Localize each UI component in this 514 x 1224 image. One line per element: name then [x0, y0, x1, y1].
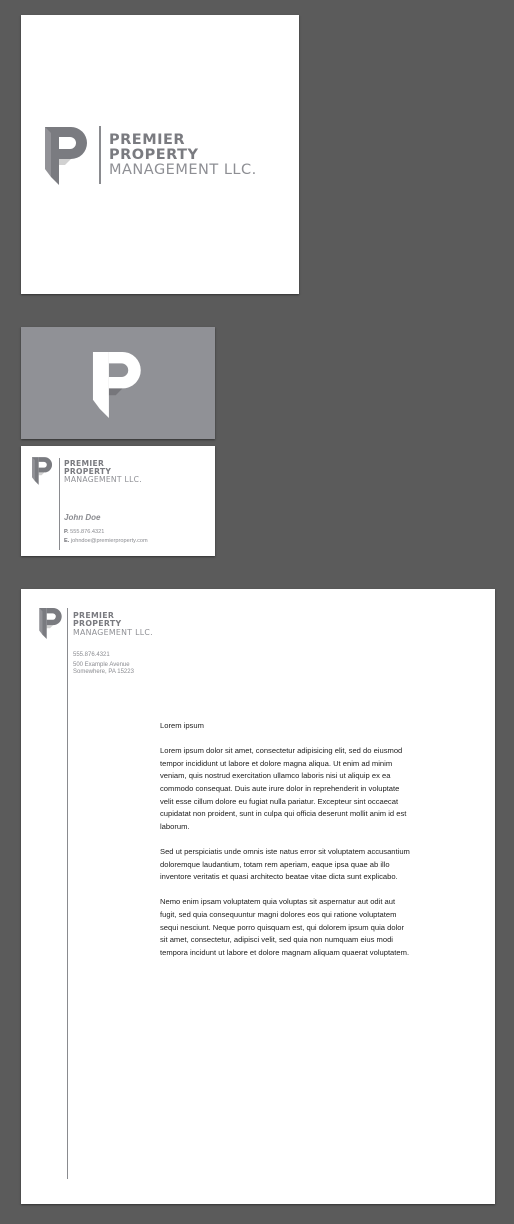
letter-paragraph-1: Lorem ipsum dolor sit amet, consectetur adipisicing elit, sed do eiusmod tempor incididunt ut labore et dolore magna aliqua. Ut enim ad minim veniam, quis nostrud exercitation ullamco laboris nisi ut aliquip ex ea commodo consequat. Duis aute irure dolor in reprehenderit in voluptate velit esse cillum dolore eu fugiat nulla pariatur. Excepteur sint occaecat cupidatat non proident, sunt in culpa qui officia deserunt mollit anim id est laborum. — [160, 746, 407, 831]
letter-paragraph-2: Sed ut perspiciatis unde omnis iste natus error sit voluptatem accusantium doloremque laudantium, totam rem aperiam, eaque ipsa quae ab illo inventore veritatis et quasi architecto beatae vitae dicta sunt explicabo. — [160, 846, 410, 882]
brand-line-3: MANAGEMENT LLC. — [73, 627, 153, 637]
business-card-front — [21, 327, 215, 439]
brand-line-2: PROPERTY — [109, 147, 199, 163]
p-monogram-icon — [45, 127, 89, 185]
card-email-label: E. — [64, 538, 70, 544]
brand-line-1: PREMIER — [109, 132, 186, 148]
letter-paragraph-3: Nemo enim ipsam voluptatem quia voluptas sit aspernatur aut odit aut fugit, sed quia consequuntur magni dolores eos qui ratione voluptatem sequi nesciunt. Neque porro quisquam est, qui dolorem ipsum quia dolor sit amet, consectetur, adipisci velit, sed quia non numquam eius modi tempora incidunt ut labore et dolore magnam aliquam quaerat voluptatem. — [160, 897, 410, 957]
brand-wordmark — [64, 460, 142, 484]
card-phone-value: 555.876.4321 — [70, 529, 105, 535]
p-monogram-icon — [92, 352, 144, 418]
card-divider — [59, 458, 60, 550]
brand-line-2: PROPERTY — [64, 467, 112, 476]
letterhead-divider — [67, 608, 68, 1179]
letterhead-address-line1: 500 Example Avenue — [73, 662, 130, 668]
card-phone — [64, 529, 104, 535]
business-card-back — [21, 446, 215, 556]
card-phone-label: P. — [64, 529, 69, 535]
letterhead-sheet — [21, 589, 495, 1204]
brand-wordmark — [109, 133, 257, 178]
brand-line-1: PREMIER — [64, 459, 105, 468]
brand-line-3: MANAGEMENT LLC. — [109, 162, 257, 178]
logo-sheet — [21, 15, 299, 294]
card-email — [64, 538, 148, 544]
brand-wordmark — [73, 612, 153, 637]
logo-divider — [99, 126, 101, 184]
card-person-name: John Doe — [64, 513, 101, 522]
letterhead-phone: 555.876.4321 — [73, 652, 110, 658]
p-monogram-icon — [39, 608, 63, 639]
letter-body — [160, 720, 412, 972]
p-monogram-icon — [32, 457, 53, 485]
brand-line-1: PREMIER — [73, 611, 115, 620]
letter-heading: Lorem ipsum — [160, 721, 204, 730]
card-email-value: johndoe@premierproperty.com — [70, 538, 148, 544]
letterhead-address-line2: Somewhere, PA 15223 — [73, 669, 134, 675]
brand-line-2: PROPERTY — [73, 619, 122, 629]
brand-line-3: MANAGEMENT LLC. — [64, 475, 142, 484]
